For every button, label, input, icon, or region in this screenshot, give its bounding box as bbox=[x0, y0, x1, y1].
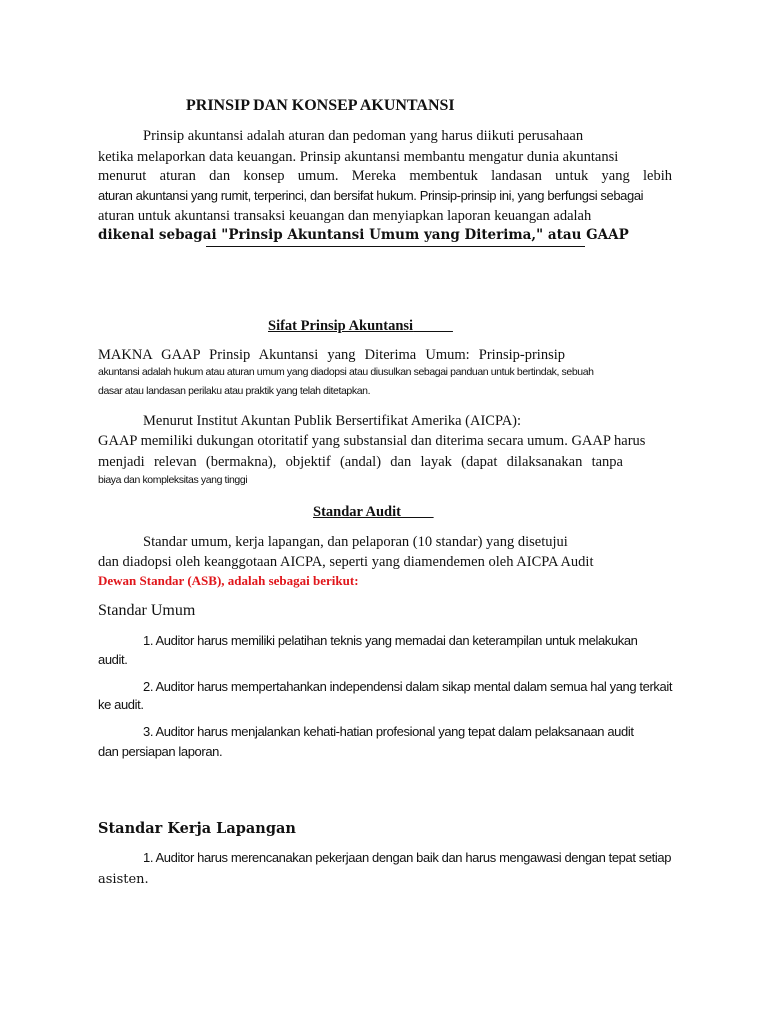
sifat-line-1: MAKNA GAAP Prinsip Akuntansi yang Diterima Umum: Prinsip-prinsip bbox=[98, 347, 565, 363]
section-heading-kerja: Standar Kerja Lapangan bbox=[98, 820, 296, 837]
section-heading-umum: Standar Umum bbox=[98, 602, 196, 619]
intro-line-3: menurut aturan dan konsep umum. Mereka membentuk landasan untuk yang lebih bbox=[98, 168, 672, 184]
sifat-line-7: biaya dan kompleksitas yang tinggi bbox=[98, 474, 248, 486]
heading-text: Sifat Prinsip Akuntansi bbox=[268, 318, 414, 334]
audit-line-2: dan diadopsi oleh keanggotaan AICPA, seperti yang diamendemen oleh AICPA Audit bbox=[98, 554, 594, 570]
intro-line-5: aturan untuk akuntansi transaksi keuangan dan menyiapkan laporan keuangan adalah bbox=[98, 208, 592, 224]
section-heading-audit bbox=[313, 504, 434, 521]
intro-line-6: dikenal sebagai "Prinsip Akuntansi Umum yang Diterima," atau GAAP bbox=[98, 227, 629, 243]
intro-line-2: ketika melaporkan data keuangan. Prinsip akuntansi membantu mengatur dunia akuntansi bbox=[98, 149, 619, 165]
heading-text: Standar Audit bbox=[313, 504, 401, 520]
umum-item-3-line-1: 3. Auditor harus menjalankan kehati-hatian profesional yang tepat dalam pelaksanaan audit bbox=[143, 724, 634, 739]
sifat-line-4: Menurut Institut Akuntan Publik Bersertifikat Amerika (AICPA): bbox=[143, 413, 522, 429]
umum-item-2-line-2: ke audit. bbox=[98, 697, 144, 712]
umum-item-3-line-2: dan persiapan laporan. bbox=[98, 744, 223, 759]
kerja-item-1-line-1: 1. Auditor harus merencanakan pekerjaan dengan baik dan harus mengawasi dengan tepat setiap bbox=[143, 850, 672, 865]
sifat-line-6: menjadi relevan (bermakna), objektif (andal) dan layak (dapat dilaksanakan tanpa bbox=[98, 454, 623, 470]
page-title: PRINSIP DAN KONSEP AKUNTANSI bbox=[186, 97, 455, 114]
kerja-item-1-line-2: asisten. bbox=[98, 872, 149, 887]
heading-fill bbox=[401, 504, 434, 520]
sifat-line-5: GAAP memiliki dukungan otoritatif yang substansial dan diterima secara umum. GAAP harus bbox=[98, 433, 646, 449]
section-heading-sifat bbox=[268, 318, 453, 335]
audit-line-3: Dewan Standar (ASB), adalah sebagai berikut: bbox=[98, 573, 359, 588]
umum-item-1-line-1: 1. Auditor harus memiliki pelatihan teknis yang memadai dan keterampilan untuk melakukan bbox=[143, 633, 638, 648]
audit-line-1: Standar umum, kerja lapangan, dan pelaporan (10 standar) yang disetujui bbox=[143, 534, 568, 550]
intro-underline bbox=[206, 246, 585, 247]
sifat-line-3: dasar atau landasan perilaku atau praktik yang telah ditetapkan. bbox=[98, 385, 371, 397]
umum-item-2-line-1: 2. Auditor harus mempertahankan independensi dalam sikap mental dalam semua hal yang terkait bbox=[143, 679, 673, 694]
intro-line-4: aturan akuntansi yang rumit, terperinci, dan bersifat hukum. Prinsip-prinsip ini, yang berfungsi sebagai bbox=[98, 188, 644, 203]
sifat-line-2: akuntansi adalah hukum atau aturan umum yang diadopsi atau diusulkan sebagai panduan untuk bertindak, sebuah bbox=[98, 366, 594, 378]
umum-item-1-line-2: audit. bbox=[98, 652, 128, 667]
intro-line-1: Prinsip akuntansi adalah aturan dan pedoman yang harus diikuti perusahaan bbox=[143, 128, 584, 144]
heading-fill bbox=[413, 318, 453, 334]
